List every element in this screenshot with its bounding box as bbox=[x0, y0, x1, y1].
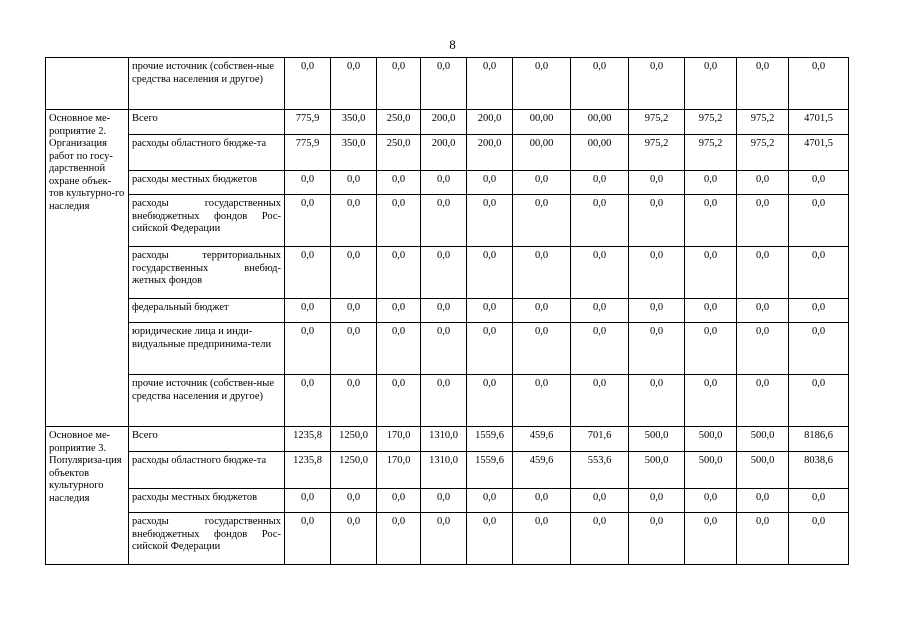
value-cell: 0,0 bbox=[737, 247, 789, 299]
value-cell: 0,0 bbox=[513, 489, 571, 513]
value-cell: 0,0 bbox=[467, 171, 513, 195]
value-cell: 0,0 bbox=[331, 171, 377, 195]
value-cell: 0,0 bbox=[629, 489, 685, 513]
value-cell: 0,0 bbox=[571, 195, 629, 247]
value-cell: 0,0 bbox=[789, 299, 849, 323]
value-cell: 200,0 bbox=[467, 110, 513, 135]
value-cell: 0,0 bbox=[285, 323, 331, 375]
value-cell: 701,6 bbox=[571, 427, 629, 452]
value-cell: 0,0 bbox=[685, 171, 737, 195]
value-cell: 0,0 bbox=[331, 513, 377, 565]
value-cell: 0,0 bbox=[571, 323, 629, 375]
value-cell: 0,0 bbox=[571, 489, 629, 513]
value-cell: 0,0 bbox=[331, 195, 377, 247]
value-cell: 0,0 bbox=[331, 375, 377, 427]
value-cell: 0,0 bbox=[377, 58, 421, 110]
value-cell: 0,0 bbox=[789, 247, 849, 299]
value-cell: 500,0 bbox=[685, 452, 737, 489]
value-cell: 0,0 bbox=[629, 171, 685, 195]
value-cell: 0,0 bbox=[513, 323, 571, 375]
source-cell: расходы местных бюджетов bbox=[129, 489, 285, 513]
value-cell: 0,0 bbox=[629, 323, 685, 375]
value-cell: 975,2 bbox=[629, 135, 685, 171]
value-cell: 00,00 bbox=[513, 135, 571, 171]
value-cell: 0,0 bbox=[513, 299, 571, 323]
value-cell: 0,0 bbox=[285, 171, 331, 195]
value-cell: 0,0 bbox=[685, 323, 737, 375]
value-cell: 00,00 bbox=[571, 135, 629, 171]
value-cell: 4701,5 bbox=[789, 135, 849, 171]
value-cell: 1559,6 bbox=[467, 452, 513, 489]
value-cell: 500,0 bbox=[737, 427, 789, 452]
value-cell: 0,0 bbox=[377, 171, 421, 195]
value-cell: 0,0 bbox=[285, 195, 331, 247]
value-cell: 0,0 bbox=[331, 323, 377, 375]
value-cell: 00,00 bbox=[571, 110, 629, 135]
value-cell: 0,0 bbox=[467, 513, 513, 565]
table-row bbox=[46, 513, 849, 565]
value-cell: 0,0 bbox=[285, 58, 331, 110]
value-cell: 0,0 bbox=[513, 375, 571, 427]
event-cell: Основное ме-роприятие 2. Организация работ по госу-дарственной охране объек-тов культурно-го наследия bbox=[46, 110, 129, 427]
value-cell: 975,2 bbox=[685, 110, 737, 135]
value-cell: 775,9 bbox=[285, 135, 331, 171]
value-cell: 1235,8 bbox=[285, 452, 331, 489]
table-row bbox=[46, 452, 849, 489]
value-cell: 1310,0 bbox=[421, 452, 467, 489]
value-cell: 0,0 bbox=[737, 375, 789, 427]
value-cell: 0,0 bbox=[513, 171, 571, 195]
value-cell: 200,0 bbox=[467, 135, 513, 171]
value-cell: 0,0 bbox=[629, 247, 685, 299]
value-cell: 0,0 bbox=[629, 375, 685, 427]
table-row bbox=[46, 323, 849, 375]
value-cell: 0,0 bbox=[421, 58, 467, 110]
value-cell: 0,0 bbox=[377, 323, 421, 375]
value-cell: 200,0 bbox=[421, 110, 467, 135]
value-cell: 0,0 bbox=[789, 513, 849, 565]
value-cell: 500,0 bbox=[629, 427, 685, 452]
value-cell: 0,0 bbox=[421, 323, 467, 375]
value-cell: 459,6 bbox=[513, 452, 571, 489]
value-cell: 500,0 bbox=[629, 452, 685, 489]
value-cell: 0,0 bbox=[285, 489, 331, 513]
value-cell: 0,0 bbox=[737, 323, 789, 375]
value-cell: 1310,0 bbox=[421, 427, 467, 452]
value-cell: 0,0 bbox=[629, 513, 685, 565]
table-row bbox=[46, 110, 849, 135]
value-cell: 170,0 bbox=[377, 427, 421, 452]
value-cell: 0,0 bbox=[421, 299, 467, 323]
value-cell: 0,0 bbox=[685, 375, 737, 427]
table-row bbox=[46, 58, 849, 110]
value-cell: 0,0 bbox=[331, 489, 377, 513]
value-cell: 775,9 bbox=[285, 110, 331, 135]
value-cell: 0,0 bbox=[467, 299, 513, 323]
value-cell: 0,0 bbox=[685, 489, 737, 513]
source-cell: прочие источник (собствен-ные средства населения и другое) bbox=[129, 375, 285, 427]
source-cell: Всего bbox=[129, 427, 285, 452]
value-cell: 975,2 bbox=[629, 110, 685, 135]
value-cell: 0,0 bbox=[629, 58, 685, 110]
value-cell: 0,0 bbox=[571, 375, 629, 427]
value-cell: 975,2 bbox=[685, 135, 737, 171]
value-cell: 0,0 bbox=[467, 489, 513, 513]
value-cell: 350,0 bbox=[331, 110, 377, 135]
value-cell: 0,0 bbox=[789, 375, 849, 427]
value-cell: 0,0 bbox=[377, 375, 421, 427]
value-cell: 4701,5 bbox=[789, 110, 849, 135]
value-cell: 0,0 bbox=[467, 58, 513, 110]
value-cell: 1235,8 bbox=[285, 427, 331, 452]
value-cell: 0,0 bbox=[467, 195, 513, 247]
source-cell: прочие источник (собствен-ные средства населения и другое) bbox=[129, 58, 285, 110]
table-row bbox=[46, 135, 849, 171]
value-cell: 0,0 bbox=[685, 247, 737, 299]
value-cell: 0,0 bbox=[377, 247, 421, 299]
value-cell: 0,0 bbox=[421, 247, 467, 299]
value-cell: 0,0 bbox=[377, 489, 421, 513]
source-cell: расходы местных бюджетов bbox=[129, 171, 285, 195]
value-cell: 0,0 bbox=[513, 513, 571, 565]
value-cell: 1250,0 bbox=[331, 427, 377, 452]
value-cell: 0,0 bbox=[467, 323, 513, 375]
event-cell: Основное ме-роприятие 3. Популяриза-ция объектов культурного наследия bbox=[46, 427, 129, 565]
value-cell: 0,0 bbox=[571, 58, 629, 110]
value-cell: 0,0 bbox=[513, 247, 571, 299]
value-cell: 8038,6 bbox=[789, 452, 849, 489]
value-cell: 0,0 bbox=[737, 299, 789, 323]
page-number: 8 bbox=[449, 37, 456, 52]
source-cell: расходы областного бюдже-та bbox=[129, 135, 285, 171]
source-cell: расходы государственных внебюджетных фондов Рос-сийской Федерации bbox=[129, 513, 285, 565]
value-cell: 0,0 bbox=[513, 195, 571, 247]
table-row bbox=[46, 489, 849, 513]
value-cell: 0,0 bbox=[571, 299, 629, 323]
event-cell bbox=[46, 58, 129, 110]
value-cell: 200,0 bbox=[421, 135, 467, 171]
value-cell: 459,6 bbox=[513, 427, 571, 452]
value-cell: 170,0 bbox=[377, 452, 421, 489]
value-cell: 0,0 bbox=[513, 58, 571, 110]
value-cell: 500,0 bbox=[685, 427, 737, 452]
value-cell: 0,0 bbox=[421, 171, 467, 195]
value-cell: 0,0 bbox=[571, 513, 629, 565]
value-cell: 0,0 bbox=[467, 375, 513, 427]
value-cell: 0,0 bbox=[737, 171, 789, 195]
value-cell: 0,0 bbox=[421, 195, 467, 247]
value-cell: 0,0 bbox=[737, 58, 789, 110]
value-cell: 0,0 bbox=[685, 58, 737, 110]
value-cell: 250,0 bbox=[377, 110, 421, 135]
value-cell: 0,0 bbox=[685, 299, 737, 323]
value-cell: 0,0 bbox=[377, 299, 421, 323]
value-cell: 0,0 bbox=[685, 195, 737, 247]
value-cell: 1250,0 bbox=[331, 452, 377, 489]
value-cell: 0,0 bbox=[571, 171, 629, 195]
value-cell: 0,0 bbox=[685, 513, 737, 565]
value-cell: 500,0 bbox=[737, 452, 789, 489]
source-cell: расходы государственных внебюджетных фондов Рос-сийской Федерации bbox=[129, 195, 285, 247]
source-cell: расходы территориальных государственных внебюд-жетных фондов bbox=[129, 247, 285, 299]
value-cell: 0,0 bbox=[377, 513, 421, 565]
value-cell: 0,0 bbox=[421, 375, 467, 427]
value-cell: 8186,6 bbox=[789, 427, 849, 452]
source-cell: расходы областного бюдже-та bbox=[129, 452, 285, 489]
table-row bbox=[46, 375, 849, 427]
value-cell: 0,0 bbox=[467, 247, 513, 299]
value-cell: 0,0 bbox=[789, 323, 849, 375]
value-cell: 250,0 bbox=[377, 135, 421, 171]
value-cell: 0,0 bbox=[737, 195, 789, 247]
value-cell: 0,0 bbox=[789, 58, 849, 110]
value-cell: 00,00 bbox=[513, 110, 571, 135]
value-cell: 0,0 bbox=[285, 247, 331, 299]
value-cell: 975,2 bbox=[737, 135, 789, 171]
value-cell: 350,0 bbox=[331, 135, 377, 171]
value-cell: 0,0 bbox=[331, 58, 377, 110]
value-cell: 0,0 bbox=[737, 489, 789, 513]
table-row bbox=[46, 299, 849, 323]
source-cell: федеральный бюджет bbox=[129, 299, 285, 323]
value-cell: 0,0 bbox=[789, 195, 849, 247]
table-row bbox=[46, 195, 849, 247]
source-cell: юридические лица и инди-видуальные предпринима-тели bbox=[129, 323, 285, 375]
value-cell: 1559,6 bbox=[467, 427, 513, 452]
value-cell: 0,0 bbox=[331, 299, 377, 323]
value-cell: 0,0 bbox=[421, 489, 467, 513]
value-cell: 0,0 bbox=[789, 489, 849, 513]
budget-table bbox=[45, 57, 849, 565]
table-row bbox=[46, 247, 849, 299]
value-cell: 0,0 bbox=[421, 513, 467, 565]
value-cell: 0,0 bbox=[789, 171, 849, 195]
value-cell: 553,6 bbox=[571, 452, 629, 489]
value-cell: 0,0 bbox=[331, 247, 377, 299]
value-cell: 0,0 bbox=[285, 375, 331, 427]
value-cell: 0,0 bbox=[571, 247, 629, 299]
value-cell: 0,0 bbox=[737, 513, 789, 565]
table-row bbox=[46, 171, 849, 195]
value-cell: 0,0 bbox=[629, 195, 685, 247]
value-cell: 0,0 bbox=[285, 513, 331, 565]
value-cell: 0,0 bbox=[285, 299, 331, 323]
table-row bbox=[46, 427, 849, 452]
value-cell: 0,0 bbox=[629, 299, 685, 323]
value-cell: 0,0 bbox=[377, 195, 421, 247]
source-cell: Всего bbox=[129, 110, 285, 135]
value-cell: 975,2 bbox=[737, 110, 789, 135]
